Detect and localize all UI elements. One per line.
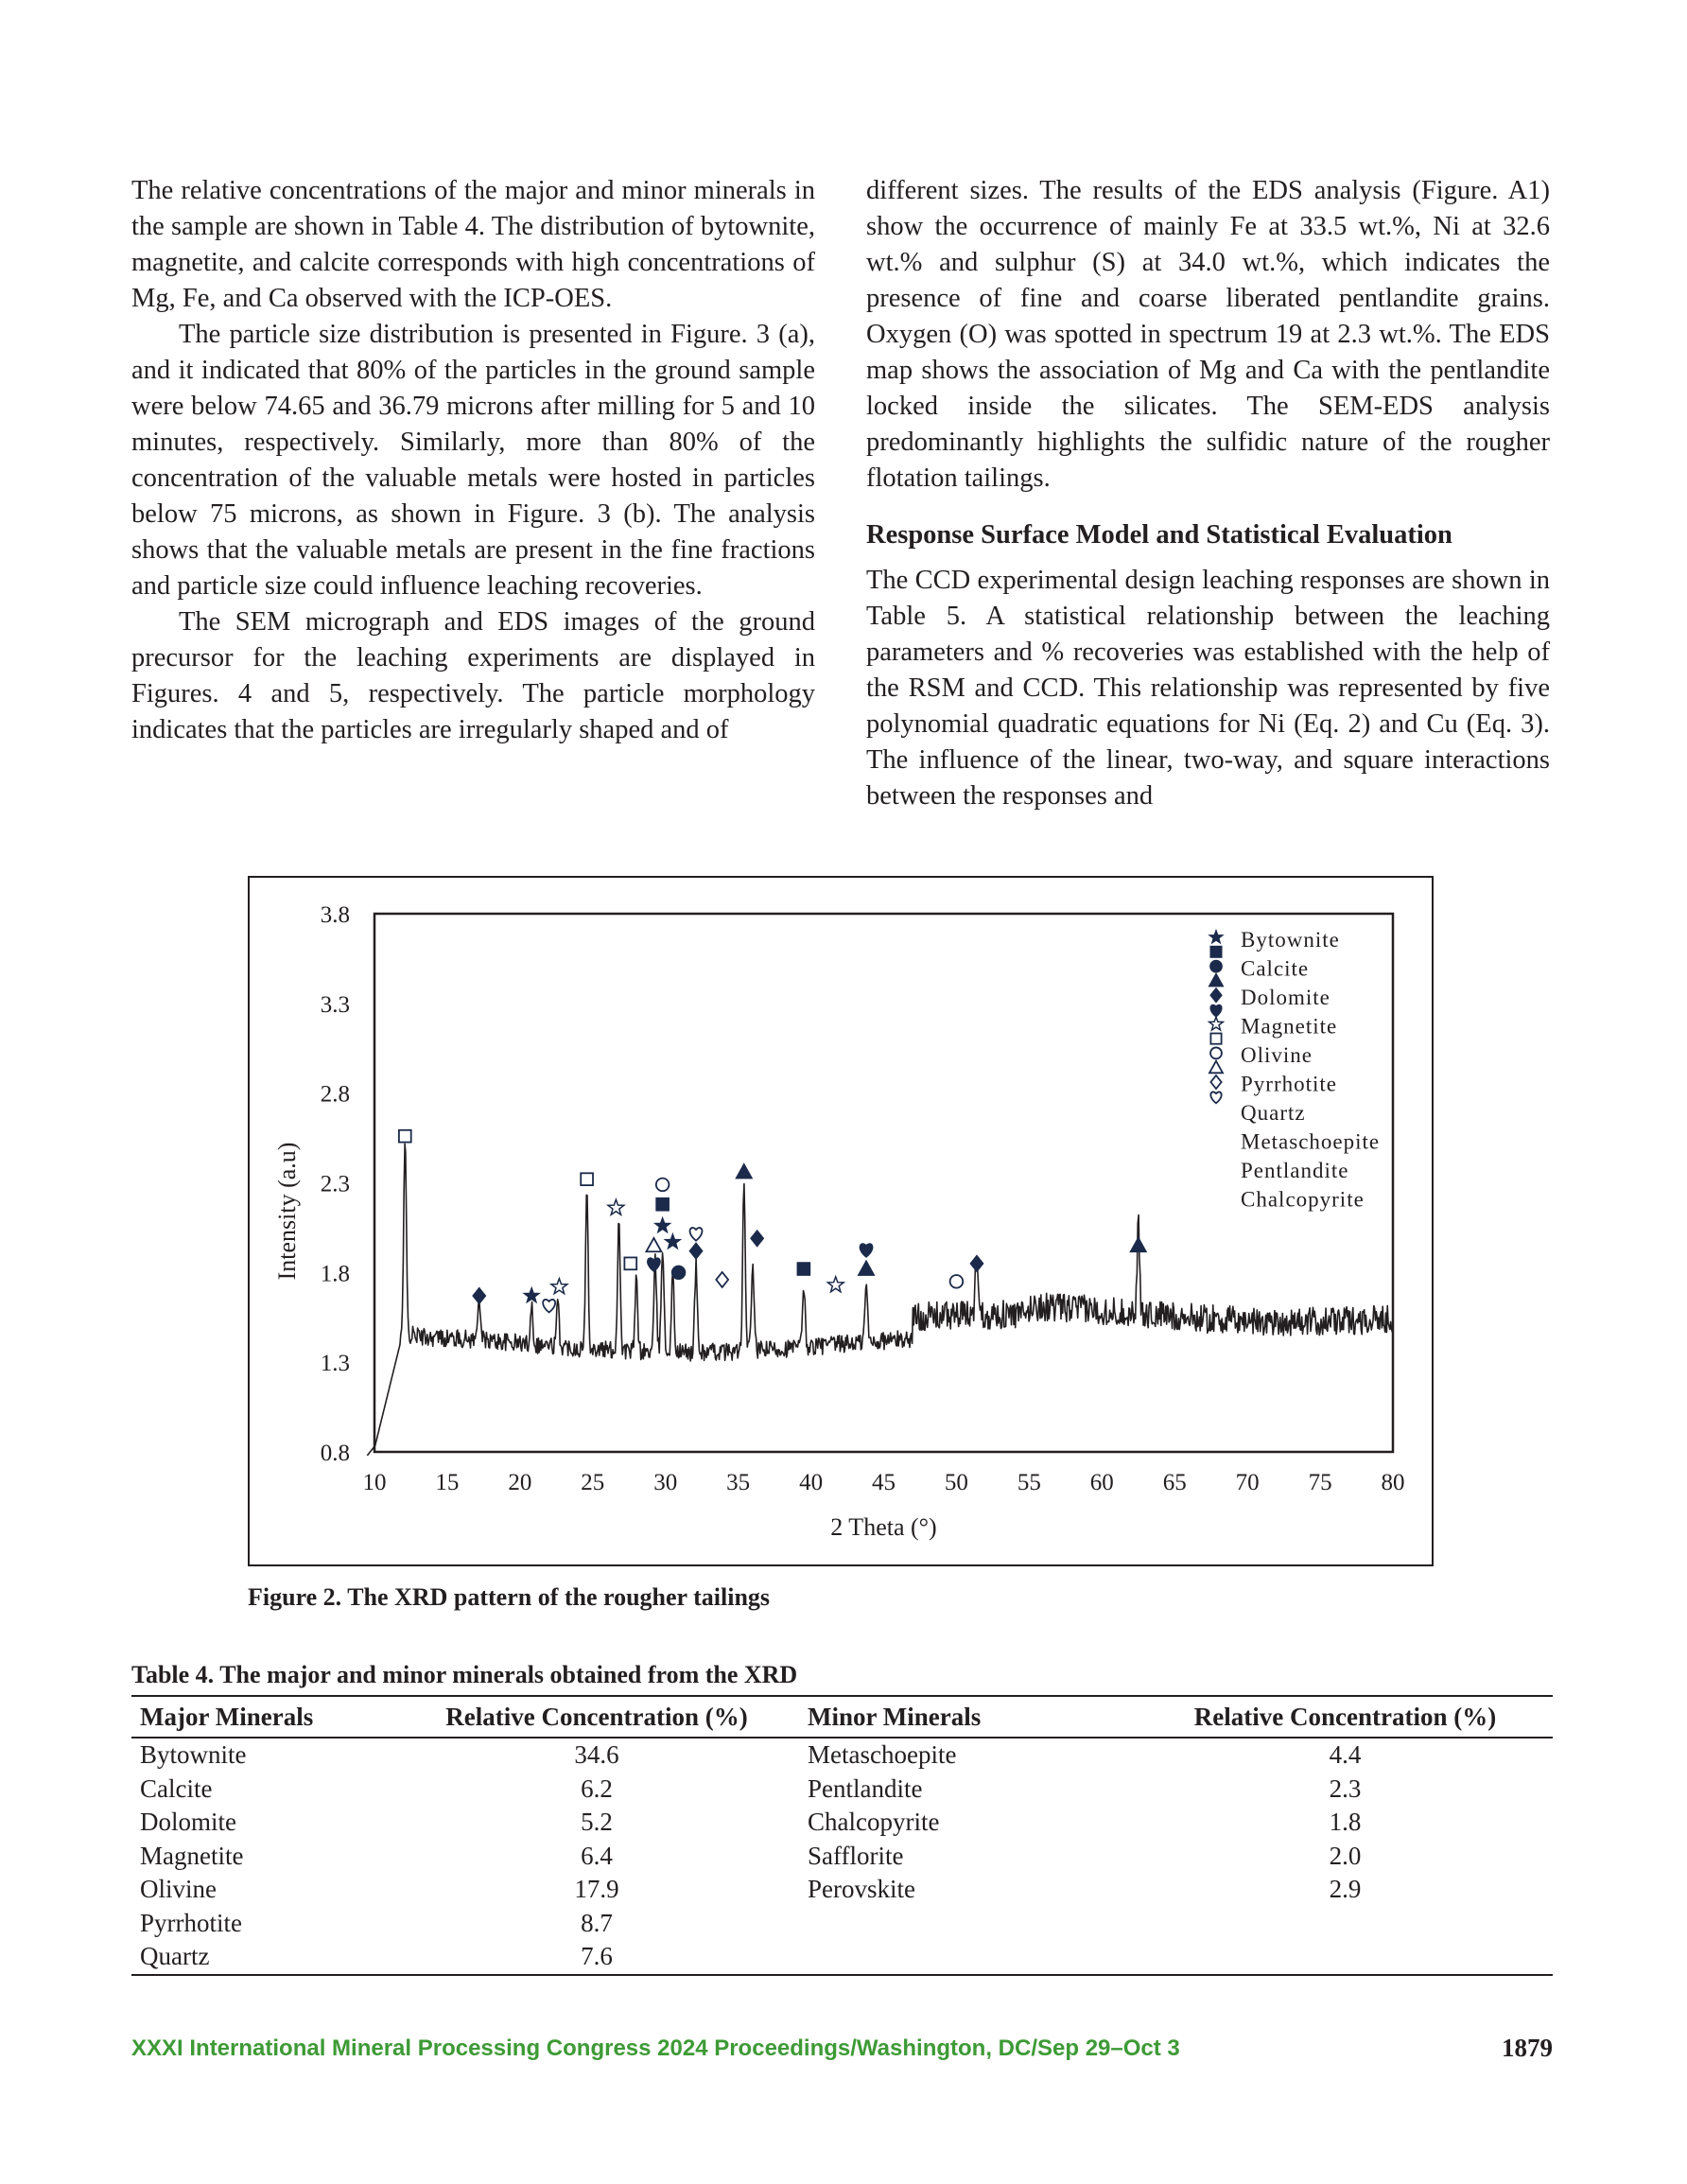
x-tick-label: 50: [944, 1470, 968, 1495]
y-tick-label: 3.8: [320, 902, 350, 928]
x-tick-label: 45: [872, 1470, 896, 1495]
star-open-marker: [608, 1199, 624, 1214]
legend-label: Olivine: [1241, 1043, 1313, 1067]
column-header: Major Minerals: [131, 1696, 394, 1738]
table-cell: 2.3: [1329, 1773, 1362, 1803]
xrd-chart: [250, 878, 1432, 1564]
table-cell: Magnetite: [140, 1841, 244, 1870]
table-cell: 6.2: [581, 1773, 613, 1803]
triangle-marker: [1209, 974, 1223, 987]
table-cell: Chalcopyrite: [808, 1808, 940, 1837]
paragraph: The SEM micrograph and EDS images of the ground precursor for the leaching experiments are displayed in Figures. 4 and 5, respectively. The particle morphology indicates that the particles are irregularly shaped and of: [131, 607, 815, 744]
table-cell: 17.9: [574, 1875, 619, 1904]
square-open-marker: [1210, 1034, 1221, 1044]
column-header: Relative Concentration (%): [1138, 1696, 1553, 1738]
heart-open-marker: [1210, 1092, 1221, 1103]
paragraph: The particle size distribution is presented in Figure. 3 (a), and it indicated that 80% of the particles in the ground sample were below 74.65 and 36.79 microns after milling for 5 and 10 minutes, respectively. Similarly, more than 80% of the concentration of the valuable metals were hosted in particles below 75 microns, as shown in Figure. 3 (b). The analysis shows that the valuable metals are present in the fine fractions and particle size could influence leaching recoveries.: [131, 320, 815, 601]
legend-label: Pentlandite: [1241, 1159, 1349, 1182]
table-cell: Olivine: [140, 1875, 217, 1904]
diamond-marker: [751, 1231, 763, 1246]
table-body: [131, 1738, 1553, 1975]
x-tick-label: 30: [653, 1470, 678, 1495]
x-tick-label: 80: [1381, 1470, 1405, 1495]
x-tick-label: 55: [1017, 1470, 1041, 1495]
x-axis-label: 2 Theta (°): [830, 1513, 937, 1541]
y-axis-label: Intensity (a.u): [273, 1142, 301, 1281]
x-tick-label: 75: [1308, 1470, 1332, 1495]
x-tick-label: 40: [799, 1470, 824, 1495]
star-marker: [665, 1233, 681, 1249]
legend-label: Chalcopyrite: [1241, 1187, 1365, 1212]
table-cell: Calcite: [140, 1773, 213, 1803]
triangle-open-marker: [1209, 1061, 1223, 1074]
legend-label: Magnetite: [1241, 1014, 1338, 1039]
footer-conference: XXXI International Mineral Processing Congress 2024 Proceedings/Washington, DC/Sep 29–Oct 3: [131, 2035, 1180, 2061]
legend-label: Calcite: [1241, 956, 1310, 981]
table-cell: Bytownite: [140, 1740, 247, 1770]
diamond-open-marker: [716, 1272, 728, 1287]
table-row: [131, 1773, 1553, 1807]
table-cell: 4.4: [1329, 1740, 1362, 1770]
right-column: [866, 173, 1550, 814]
table-row: [131, 1873, 1553, 1907]
square-open-marker: [399, 1130, 411, 1143]
table-cell: Quartz: [131, 1940, 394, 1975]
legend-label: Bytownite: [1241, 928, 1340, 952]
diamond-marker: [473, 1288, 485, 1303]
circle-marker: [672, 1267, 686, 1280]
paragraph: The CCD experimental design leaching responses are shown in Table 5. A statistical relationship between the leaching parameters and % recoveries was established with the help of the RSM and CCD. This relationship was represented by five polynomial quadratic equations for Ni (Eq. 2) and Cu (Eq. 3). The influence of the linear, two-way, and square interactions between the responses and: [866, 566, 1550, 811]
table-cell: 2.0: [1329, 1841, 1362, 1870]
figure-caption: Figure 2. The XRD pattern of the rougher tailings: [248, 1583, 771, 1611]
table-cell: Pyrrhotite: [140, 1908, 242, 1937]
circle-open-marker: [1210, 1047, 1222, 1058]
column-header: Minor Minerals: [799, 1696, 1138, 1738]
xrd-figure: [248, 876, 1434, 1566]
table-cell: 6.4: [581, 1841, 613, 1870]
legend-label: Pyrrhotite: [1241, 1072, 1337, 1096]
star-marker: [524, 1287, 540, 1302]
page-number: 1879: [1502, 2034, 1553, 2062]
star-marker: [1209, 930, 1224, 943]
circle-open-marker: [656, 1179, 670, 1192]
table-row: [131, 1840, 1553, 1874]
table-cell: [1138, 1907, 1553, 1941]
square-marker: [1210, 947, 1221, 957]
triangle-open-marker: [646, 1238, 661, 1251]
circle-open-marker: [950, 1275, 964, 1288]
heart-open-marker: [543, 1300, 555, 1313]
square-marker: [656, 1198, 669, 1211]
table-cell: 34.6: [574, 1740, 619, 1770]
x-tick-label: 35: [726, 1470, 751, 1495]
table-cell: Safflorite: [808, 1841, 904, 1870]
xrd-series-line: [367, 1144, 1392, 1456]
triangle-marker: [737, 1164, 752, 1178]
diamond-open-marker: [1210, 1075, 1221, 1089]
heart-marker: [648, 1258, 660, 1271]
diamond-marker: [971, 1256, 983, 1271]
star-marker: [654, 1217, 670, 1232]
star-open-marker: [551, 1279, 567, 1294]
table-cell: [799, 1940, 1138, 1975]
square-open-marker: [624, 1257, 636, 1269]
paragraph: different sizes. The results of the EDS analysis (Figure. A1) show the occurrence of mainly Fe at 33.5 wt.%, Ni at 32.6 wt.% and sulphur (S) at 34.0 wt.%, which indicates the presence of fine and coarse liberated pentlandite grains. Oxygen (O) was spotted in spectrum 19 at 2.3 wt.%. The EDS map shows the association of Mg and Ca with the pentlandite locked inside the silicates. The SEM-EDS analysis predominantly highlights the sulfidic nature of the rougher flotation tailings.: [866, 176, 1550, 493]
x-tick-label: 15: [435, 1470, 460, 1495]
legend-label: Quartz: [1241, 1101, 1306, 1125]
table-cell: 1.8: [1329, 1808, 1362, 1837]
square-marker: [797, 1263, 809, 1275]
x-tick-label: 25: [581, 1470, 605, 1495]
y-tick-label: 1.3: [320, 1351, 350, 1377]
table-row: [131, 1940, 1553, 1975]
table-cell: 7.6: [394, 1940, 799, 1975]
table-row: [131, 1907, 1553, 1941]
y-tick-label: 2.3: [320, 1171, 350, 1197]
table-cell: Dolomite: [140, 1808, 236, 1837]
square-open-marker: [581, 1173, 593, 1185]
heart-open-marker: [690, 1228, 703, 1241]
table-cell: 5.2: [581, 1808, 613, 1837]
x-tick-label: 65: [1162, 1470, 1187, 1495]
x-tick-label: 70: [1235, 1470, 1260, 1495]
star-open-marker: [1209, 1017, 1224, 1030]
minerals-table: [131, 1695, 1553, 1976]
circle-marker: [1210, 961, 1222, 972]
table-cell: [1138, 1940, 1553, 1975]
table-cell: Pentlandite: [808, 1773, 923, 1803]
triangle-marker: [859, 1262, 874, 1275]
table-cell: Perovskite: [808, 1875, 915, 1904]
y-tick-label: 1.8: [320, 1261, 350, 1287]
left-column: [131, 173, 815, 748]
y-tick-label: 2.8: [320, 1081, 350, 1108]
table-cell: 8.7: [581, 1908, 613, 1937]
heart-marker: [1210, 1005, 1221, 1017]
y-tick-label: 0.8: [320, 1441, 350, 1466]
legend-label: Dolomite: [1241, 986, 1330, 1009]
section-heading: Response Surface Model and Statistical Evaluation: [866, 520, 1452, 550]
table-caption: Table 4. The major and minor minerals obtained from the XRD: [131, 1661, 798, 1688]
heart-marker: [861, 1244, 873, 1257]
x-tick-label: 20: [508, 1470, 532, 1495]
table-cell: Metaschoepite: [808, 1740, 957, 1770]
x-tick-label: 10: [362, 1470, 387, 1495]
table-cell: 2.9: [1329, 1875, 1362, 1904]
diamond-marker: [690, 1244, 703, 1259]
y-tick-label: 3.3: [320, 991, 350, 1018]
table-header-row: [131, 1696, 1553, 1738]
x-tick-label: 60: [1089, 1470, 1114, 1495]
table-cell: [799, 1907, 1138, 1941]
table-row: [131, 1738, 1553, 1773]
star-open-marker: [827, 1277, 844, 1292]
column-header: Relative Concentration (%): [394, 1696, 799, 1738]
diamond-marker: [1210, 988, 1221, 1002]
legend-label: Metaschoepite: [1241, 1129, 1381, 1154]
paragraph: The relative concentrations of the major and minor minerals in the sample are shown in Table 4. The distribution of bytownite, magnetite, and calcite corresponds with high concentrations of Mg, Fe, and Ca observed with the ICP-OES.: [131, 176, 815, 313]
table-row: [131, 1806, 1553, 1840]
triangle-marker: [1131, 1238, 1146, 1251]
